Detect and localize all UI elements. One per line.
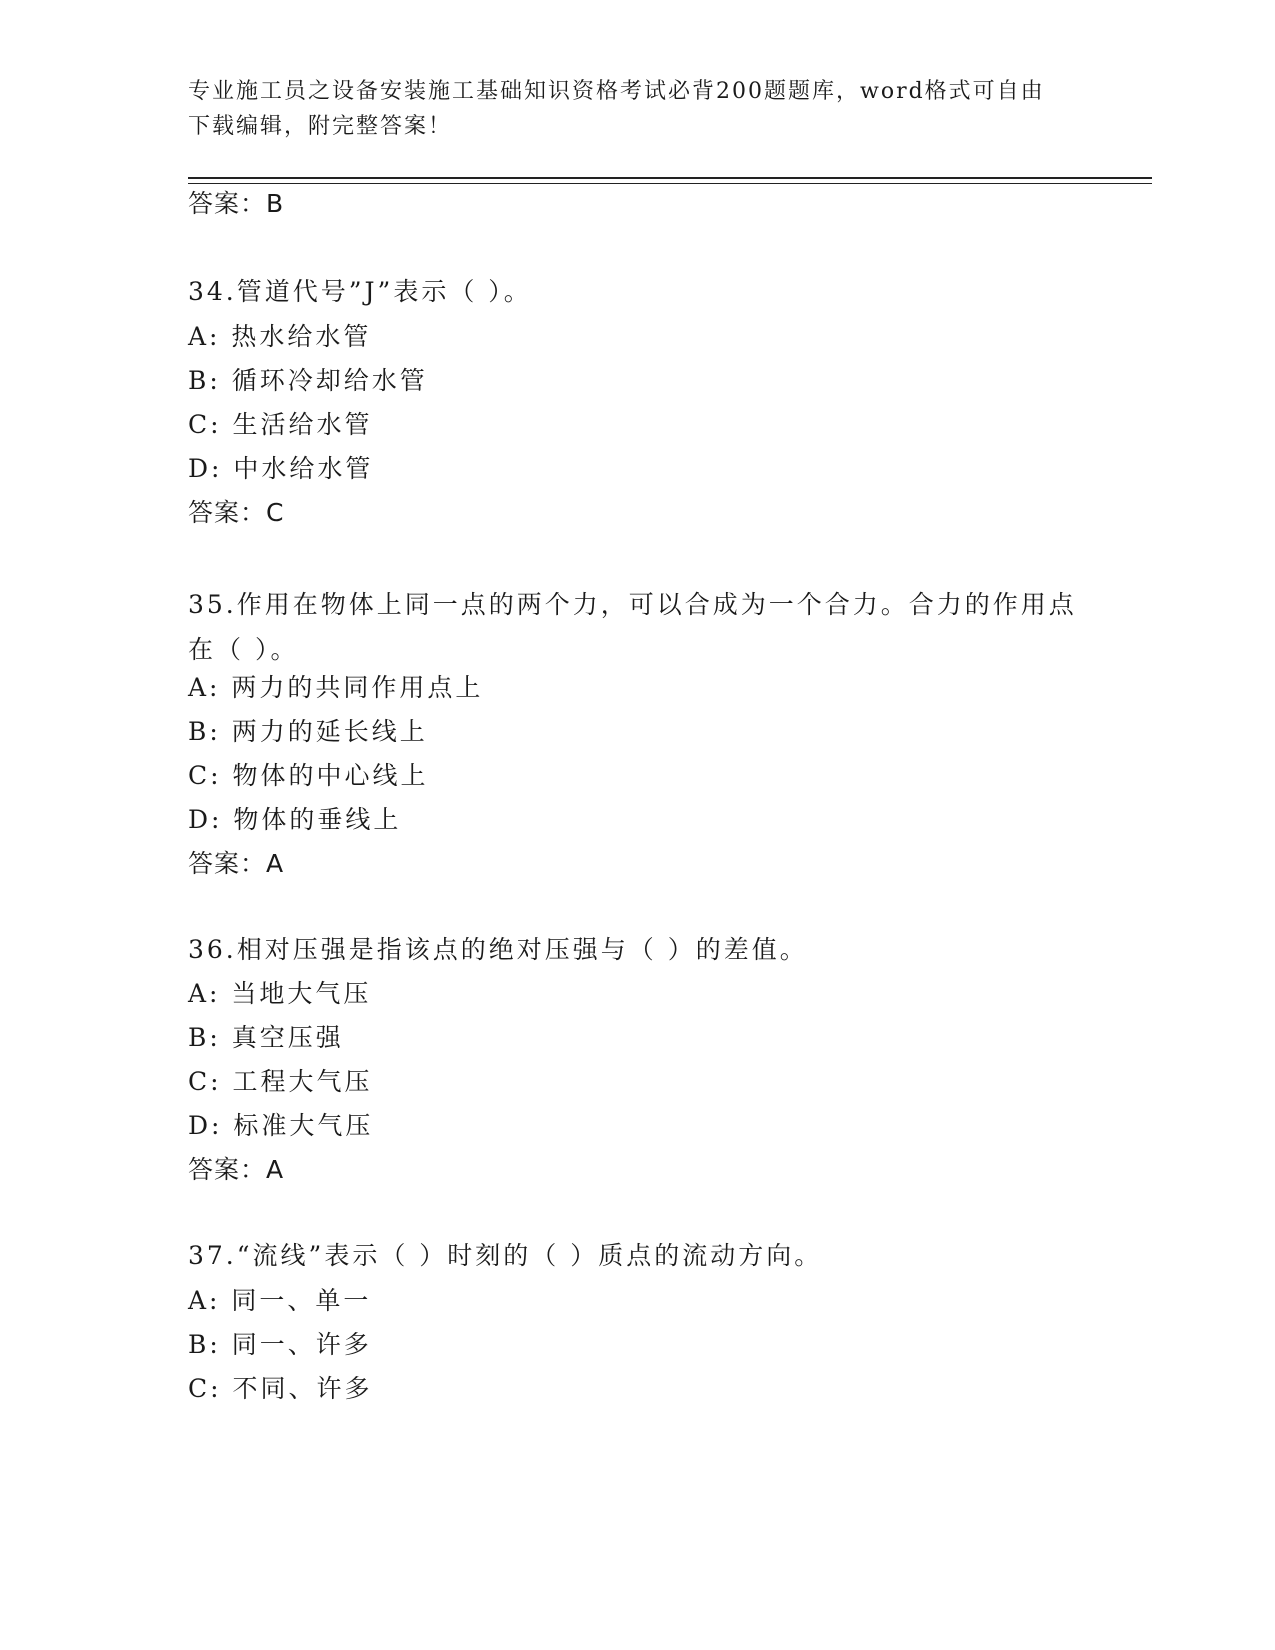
question-35: 35.作用在物体上同一点的两个力，可以合成为一个合力。合力的作用点在（ ）。 [188,590,1077,664]
option-36-b: B: 真空压强 [188,1023,344,1052]
option-36-d: D: 标准大气压 [188,1111,374,1140]
option-37-b: B: 同一、许多 [188,1330,372,1359]
option-36-c: C: 工程大气压 [188,1067,373,1096]
header-divider-thick [188,177,1152,179]
option-34-b: B: 循环冷却给水管 [188,366,428,395]
option-34-c: C: 生活给水管 [188,410,373,439]
answer-36: 答案：A [188,1155,285,1184]
question-37: 37.“流线”表示（ ）时刻的（ ）质点的流动方向。 [188,1241,823,1270]
option-34-d: D: 中水给水管 [188,454,374,483]
option-37-c: C: 不同、许多 [188,1374,373,1403]
option-36-a: A: 当地大气压 [188,979,372,1008]
option-35-b: B: 两力的延长线上 [188,717,428,746]
option-34-a: A: 热水给水管 [188,322,372,351]
option-37-a: A: 同一、单一 [188,1286,372,1315]
question-34: 34.管道代号”J”表示（ ）。 [188,277,532,306]
answer-35: 答案：A [188,849,285,878]
answer-34: 答案：C [188,498,285,527]
header-title: 专业施工员之设备安装施工基础知识资格考试必背200题题库，word格式可自由下载编辑，附完整答案！ [188,79,1045,139]
option-35-a: A: 两力的共同作用点上 [188,673,484,702]
option-35-c: C: 物体的中心线上 [188,761,429,790]
answer-33: 答案：B [188,189,285,218]
question-36: 36.相对压强是指该点的绝对压强与（ ）的差值。 [188,935,808,964]
option-35-d: D: 物体的垂线上 [188,805,402,834]
header-divider-thin [188,183,1152,184]
